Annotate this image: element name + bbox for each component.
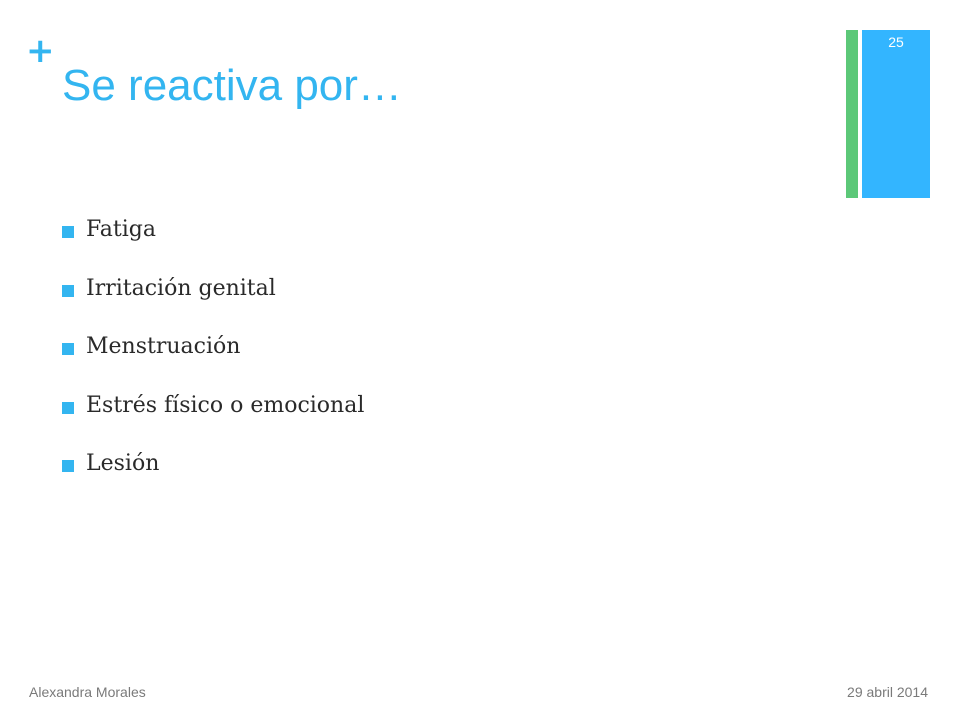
bullet-list: [62, 212, 364, 505]
bullet-item: [62, 212, 364, 271]
decorative-blue-bar: [862, 30, 930, 198]
bullet-text: Estrés físico o emocional: [86, 392, 365, 418]
plus-icon: +: [26, 31, 55, 71]
square-bullet-icon: [62, 285, 74, 297]
bullet-text: Irritación genital: [86, 275, 276, 301]
bullet-item: [62, 271, 364, 330]
bullet-item: [62, 446, 364, 505]
decorative-green-bar: [846, 30, 858, 198]
bullet-text: Menstruación: [86, 334, 241, 359]
bullet-item: [62, 388, 364, 447]
square-bullet-icon: [62, 343, 74, 355]
square-bullet-icon: [62, 402, 74, 414]
slide-title: Se reactiva por…: [62, 61, 402, 110]
square-bullet-icon: [62, 460, 74, 472]
slide-number: 25: [888, 34, 904, 50]
footer-date: 29 abril 2014: [847, 684, 928, 700]
square-bullet-icon: [62, 226, 74, 238]
footer-author: Alexandra Morales: [29, 684, 146, 700]
bullet-text: Fatiga: [86, 217, 156, 242]
bullet-item: [62, 329, 364, 388]
bullet-text: Lesión: [86, 451, 160, 476]
